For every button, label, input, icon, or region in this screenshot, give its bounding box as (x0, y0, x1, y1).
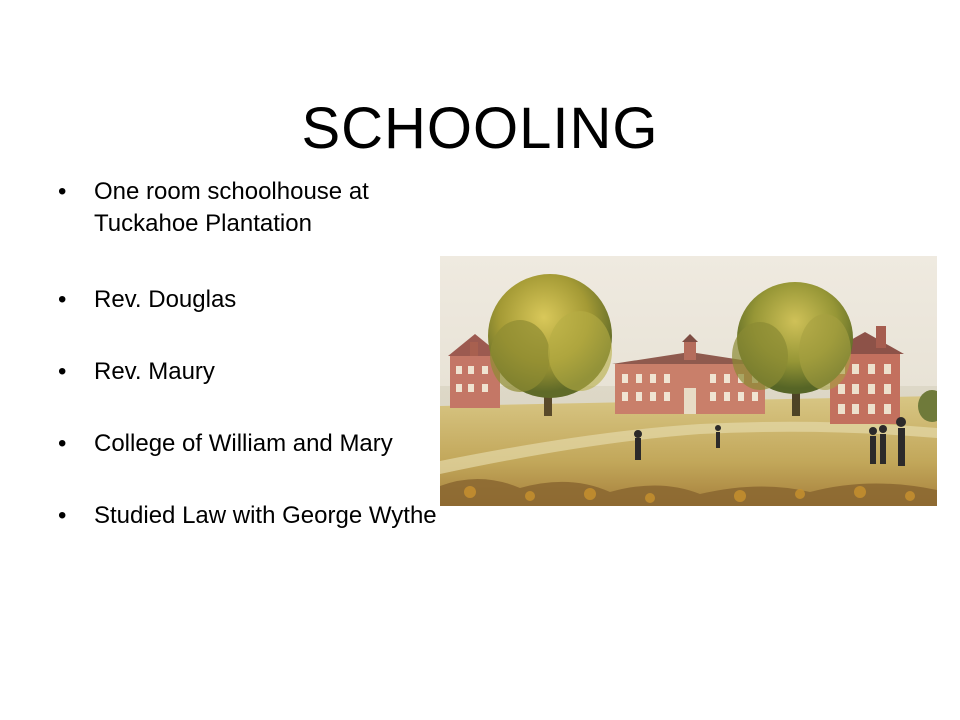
bullet-item (58, 356, 448, 388)
college-painting (440, 256, 937, 506)
bullet-text: Studied Law with George Wythe (94, 502, 437, 529)
bullet-glyph: • (58, 430, 67, 457)
bullet-glyph: • (58, 358, 67, 385)
slide-title: SCHOOLING (301, 95, 659, 161)
bullet-text: One room schoolhouse at Tuckahoe Plantation (94, 178, 369, 237)
bullet-item (58, 284, 448, 316)
college-painting-illustration (440, 256, 937, 506)
bullet-item (58, 176, 448, 240)
bullet-text: Rev. Douglas (94, 286, 237, 313)
bullet-text: College of William and Mary (94, 430, 393, 457)
bullet-glyph: • (58, 178, 67, 205)
bullet-item (58, 500, 448, 532)
bullet-glyph: • (58, 502, 67, 529)
bullet-text: Rev. Maury (94, 358, 215, 385)
bullet-list (58, 176, 448, 572)
bullet-item (58, 428, 448, 460)
bullet-glyph: • (58, 286, 67, 313)
